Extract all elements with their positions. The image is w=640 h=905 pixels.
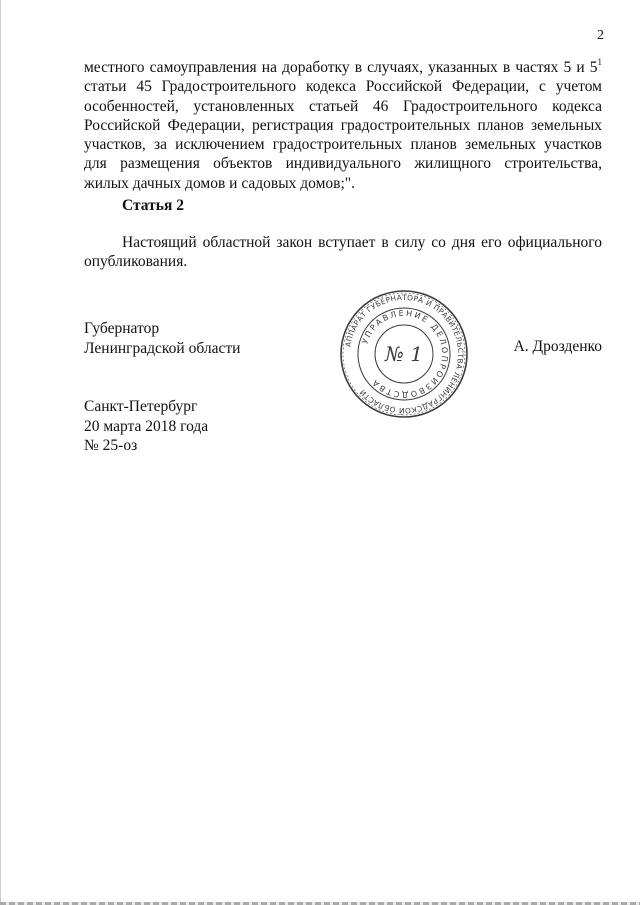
- stamp-inner-text-content: УПРАВЛЕНИЕ ДЕЛОПРОИЗВОДСТВА: [360, 308, 450, 400]
- paragraph-text-part2: статьи 45 Градостроительного кодекса Российской Федерации, с учетом особенностей, установленных статьей 46 Градостроительного кодекса Российской Федерации, регистрация градостроительных планов земельных участков, за исключением градостроительных планов земельных участков для размещения объектов индивидуального жилищного строительства, жилых дачных домов и садовых домов;".: [84, 78, 602, 192]
- superscript: 1: [597, 57, 602, 67]
- article-paragraph: Настоящий областной закон вступает в силу со дня его официального опубликования.: [84, 234, 602, 271]
- footer-law-number: № 25-оз: [84, 437, 138, 454]
- page-number: 2: [597, 28, 604, 43]
- paragraph-continuation: [84, 58, 602, 193]
- stamp-outer-text-content: АППАРАТ ГУБЕРНАТОРА И ПРАВИТЕЛЬСТВА ЛЕНИНГРАДСКОЙ ОБЛАСТИ: [343, 292, 466, 416]
- page-left-edge: [0, 0, 1, 905]
- official-stamp: [339, 289, 469, 419]
- signatory-title: [84, 319, 240, 359]
- signatory-name: А. Дрозденко: [513, 338, 602, 355]
- stamp-center-number: № 1: [384, 342, 424, 366]
- article-heading: Статья 2: [122, 197, 184, 214]
- signatory-title-line1: Губернатор: [84, 320, 160, 337]
- document-footer: [84, 397, 208, 456]
- footer-date: 20 марта 2018 года: [84, 417, 209, 435]
- signatory-title-line2: Ленинградской области: [84, 340, 241, 357]
- paragraph-text-part1: местного самоуправления на доработку в случаях, указанных в частях 5 и 5: [84, 59, 598, 76]
- stamp-seal-graphic: [339, 289, 469, 419]
- footer-city: Санкт-Петербург: [84, 398, 198, 415]
